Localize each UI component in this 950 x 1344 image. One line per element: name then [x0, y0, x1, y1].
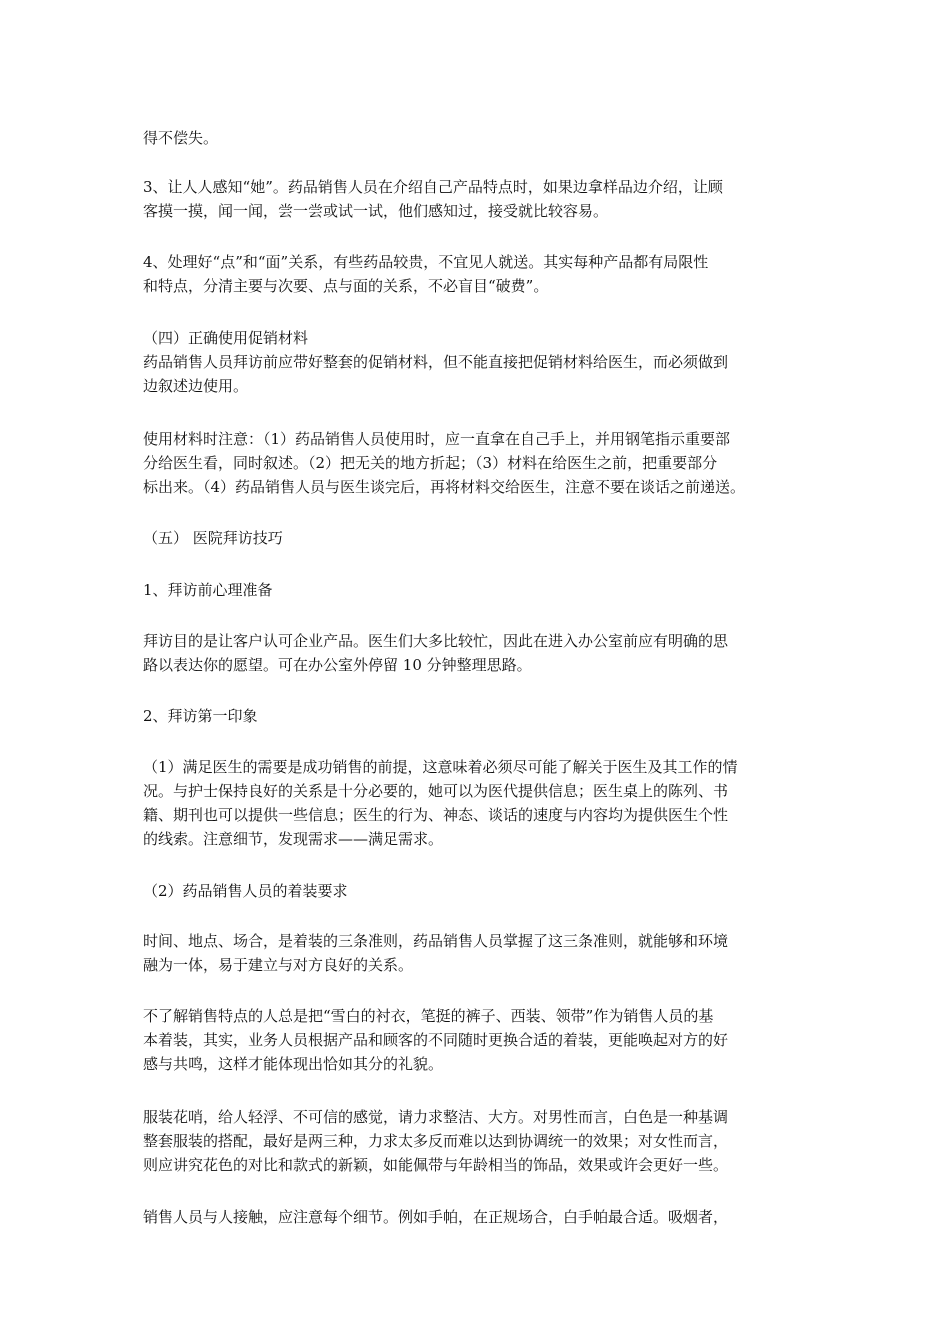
- section-heading: （五） 医院拜访技巧: [143, 529, 283, 547]
- text-line: 3、让人人感知“她”。药品销售人员在介绍自己产品特点时，如果边拿样品边介绍，让顾: [143, 178, 723, 196]
- paragraph-loss-line: [143, 126, 823, 150]
- text-line: 路以表达你的愿望。可在办公室外停留 10 分钟整理思路。: [143, 656, 532, 674]
- section-heading: （四）正确使用促销材料: [143, 329, 309, 347]
- subheading-first-impression: [143, 704, 823, 728]
- paragraph-clothing-style: [143, 1105, 823, 1177]
- section-four-promo-materials: [143, 326, 823, 398]
- text-line: 感与共鸣，这样才能体现出恰如其分的礼貌。: [143, 1055, 444, 1073]
- text-line: 和特点，分清主要与次要、点与面的关系，不必盲目“破费”。: [143, 277, 549, 295]
- text-line: 标出来。（4）药品销售人员与医生谈完后，再将材料交给医生，注意不要在谈话之前递送。: [143, 478, 746, 496]
- subheading: 2、拜访第一印象: [143, 707, 258, 725]
- text-line: 4、处理好“点”和“面”关系，有些药品较贵，不宜见人就送。其实每种产品都有局限性: [143, 253, 709, 271]
- paragraph-point-4: [143, 250, 823, 298]
- text-line: 则应讲究花色的对比和款式的新颖，如能佩带与年龄相当的饰品，效果或许会更好一些。: [143, 1156, 729, 1174]
- text-line: 药品销售人员拜访前应带好整套的促销材料，但不能直接把促销材料给医生，而必须做到: [143, 353, 729, 371]
- text-line: 拜访目的是让客户认可企业产品。医生们大多比较忙，因此在进入办公室前应有明确的思: [143, 632, 729, 650]
- subheading: 1、拜访前心理准备: [143, 581, 273, 599]
- subheading-mental-prep: [143, 578, 823, 602]
- text-line: 服装花哨，给人轻浮、不可信的感觉，请力求整洁、大方。对男性而言，白色是一种基调: [143, 1108, 729, 1126]
- text-line: 使用材料时注意：（1）药品销售人员使用时，应一直拿在自己手上，并用钢笔指示重要部: [143, 430, 731, 448]
- paragraph-visit-purpose: [143, 629, 823, 677]
- paragraph-details: [143, 1205, 823, 1229]
- text-line: 本着装，其实，业务人员根据产品和顾客的不同随时更换合适的着装，更能唤起对方的好: [143, 1031, 729, 1049]
- text-line: 不了解销售特点的人总是把“雪白的衬衣，笔挺的裤子、西装、领带”作为销售人员的基: [143, 1007, 714, 1025]
- section-five-heading: [143, 526, 823, 550]
- text-line: 的线索。注意细节，发现需求——满足需求。: [143, 830, 444, 848]
- subheading: （2）药品销售人员的着装要求: [143, 882, 348, 900]
- text-line: 融为一体，易于建立与对方良好的关系。: [143, 956, 414, 974]
- subheading-dress-code: [143, 879, 823, 903]
- paragraph-material-usage-notes: [143, 427, 823, 499]
- text-line: 分给医生看，同时叙述。（2）把无关的地方折起；（3）材料在给医生之前，把重要部分: [143, 454, 718, 472]
- paragraph-dress-rules: [143, 929, 823, 977]
- text-line: 整套服装的搭配，最好是两三种，力求太多反而难以达到协调统一的效果；对女性而言，: [143, 1132, 729, 1150]
- text-line: 得不偿失。: [143, 129, 219, 147]
- paragraph-meet-doctor-needs: [143, 755, 823, 851]
- text-line: 客摸一摸，闻一闻，尝一尝或试一试，他们感知过，接受就比较容易。: [143, 202, 609, 220]
- text-line: 销售人员与人接触，应注意每个细节。例如手帕，在正规场合，白手帕最合适。吸烟者，: [143, 1208, 729, 1226]
- text-line: 况。与护士保持良好的关系是十分必要的，她可以为医代提供信息；医生桌上的陈列、书: [143, 782, 729, 800]
- paragraph-point-3: [143, 175, 823, 223]
- text-line: （1）满足医生的需要是成功销售的前提，这意味着必须尽可能了解关于医生及其工作的情: [143, 758, 738, 776]
- text-line: 边叙述边使用。: [143, 377, 249, 395]
- paragraph-sales-attire: [143, 1004, 823, 1076]
- text-line: 籍、期刊也可以提供一些信息；医生的行为、神态、谈话的速度与内容均为提供医生个性: [143, 806, 729, 824]
- text-line: 时间、地点、场合，是着装的三条准则，药品销售人员掌握了这三条准则，就能够和环境: [143, 932, 729, 950]
